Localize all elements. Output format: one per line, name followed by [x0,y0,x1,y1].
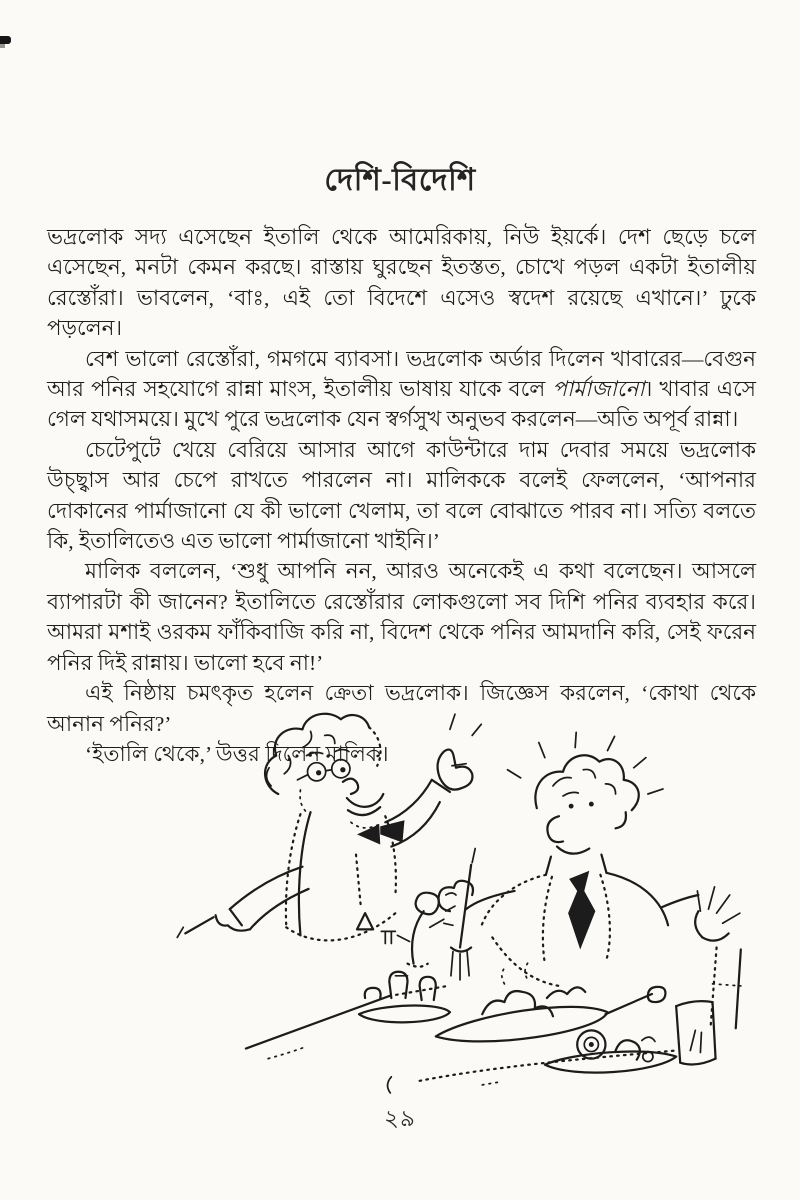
text-segment: ‘ইতালি থেকে,’ উত্তর দিলেন মালিক। [85,741,389,766]
paragraph [47,556,756,678]
owner-figure [177,714,481,944]
emphasis-line [539,742,545,757]
condiment [365,988,381,998]
customer-figure [439,732,741,1028]
text-segment: বেশ ভালো রেস্তোঁরা, গমগমে ব্যাবসা। ভদ্রলোক অর্ডার দিলেন খাবারের—বেগুন আর পনির সহযোগে রান্না মাংস, ইতালীয় ভাষায় যাকে বলে [47,346,756,402]
open-palm-hand [695,887,740,941]
drinking-glass [676,1001,715,1064]
scan-artifact [0,36,11,44]
salt-pepper-tray [359,972,450,1023]
text-segment: ভদ্রলোক সদ্য এসেছেন ইতালি থেকে আমেরিকায়, নিউ ইয়র্কে। দেশ ছেড়ে চলে এসেছেন, মনটা কেমন করছে। রাস্তায় ঘুরছেন ইতস্তত, চোখে পড়ল একটা ইতালীয় রেস্তোঁরা। ভাবলেন, ‘বাঃ, এই তো বিদেশে এসেও স্বদেশ রয়েছে এখানে।’ ঢুকে পড়লেন। [47,225,756,341]
emphasis-line [648,789,663,794]
italic-text: পার্মাজানো [552,377,645,402]
chair [736,950,741,1029]
dessert-plate [545,1030,676,1072]
food [616,1040,640,1059]
paragraph [47,344,756,435]
stray-mark [388,1077,392,1093]
emphasis-line [634,758,646,768]
dining-table [246,986,676,1093]
emphasis-line [450,714,455,729]
emphasis-line [508,770,521,778]
page-number: ২৯ [384,1106,416,1131]
cigarette [185,917,213,933]
text-body [47,222,756,769]
text-segment: চেটেপুটে খেয়ে বেরিয়ে আসার আগে কাউন্টারে দাম দেবার সময়ে ভদ্রলোক উচ্ছ্বাস আর চেপে রাখতে পারলেন না। মালিককে বলেই ফেললেন, ‘আপনার দোকানের পার্মাজানো যে কী ভালো খেলাম, তা বলে বোঝাতে পারব না। সত্যি বলতে কি, ইতালিতেও এত ভালো পার্মাজানো খাইনি।’ [47,437,756,554]
paragraph [47,222,756,344]
food-platter [436,962,666,1042]
steam [502,966,507,984]
emphasis-line [607,736,614,750]
fork [451,849,475,980]
cherry [643,1052,653,1062]
text-segment: মালিক বললেন, ‘শুধু আপনি নন, আরও অনেকেই এ কথা বলেছেন। আসলে ব্যাপারটা কী জানেন? ইতালিতে রেস্তোঁরার লোকগুলো সব দিশি পনির ব্যবহার করে। আমরা মশাই ওরকম ফাঁকিবাজি করি না, বিদেশ থেকে পনির আমদানি করি, সেই ফরেন পনির দিই রান্নায়। ভালো হবে না!’ [47,559,756,675]
paragraph [47,435,756,557]
steam [525,962,529,978]
food [547,987,585,998]
text-segment: । খাবার এসে গেল যথাসময়ে। মুখে পুরে ভদ্রলোক যেন স্বর্গসুখ অনুভব করলেন—অতি অপূর্ব রান্না। [47,377,756,432]
emphasis-line [575,732,576,747]
pi-mark [381,931,395,943]
page-title: দেশি-বিদেশি [324,162,476,197]
triangle-mark [357,913,373,929]
cartoon-illustration [148,693,766,1097]
flower-vase [397,893,455,967]
necktie [568,871,595,950]
text-segment: এই নিষ্ঠায় চমৎকৃত হলেন ক্রেতা ভদ্রলোক। জিজ্ঞেস করলেন, ‘কোথা থেকে আনান পনির?’ [47,681,756,736]
thumbs-up-hand [438,750,473,790]
pepper-shaker [420,977,436,1000]
spoon [605,994,651,1014]
emphasis-line [472,724,481,735]
scan-artifact [0,44,5,48]
chair [713,984,741,986]
